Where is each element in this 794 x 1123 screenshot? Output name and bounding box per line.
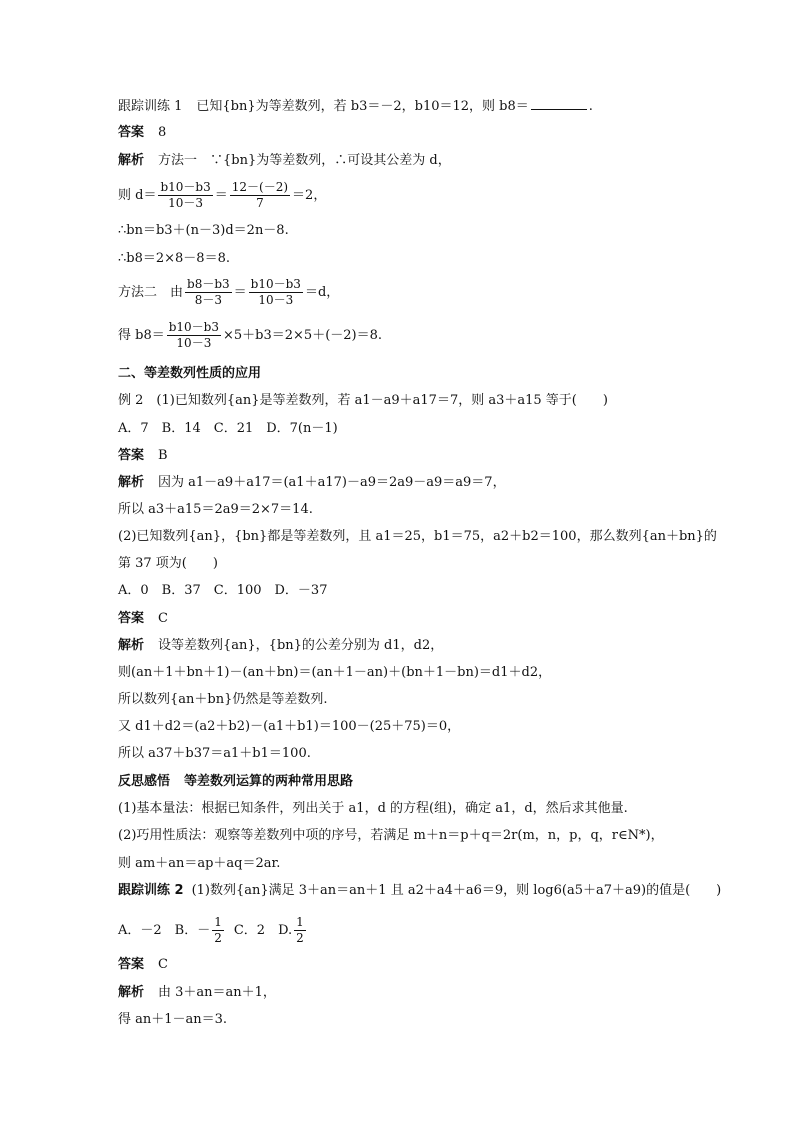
- analysis-step: 又 d1＋d2＝(a2＋b2)－(a1＋b1)＝100－(25＋75)＝0，: [118, 719, 461, 734]
- answer-label: 答案: [118, 125, 145, 140]
- fraction: $\frac{b8-b3}{8-3}$: [187, 277, 230, 307]
- answer-label: 答案: [118, 448, 145, 463]
- analysis-line: 解析 方法一 ∵{bn}为等差数列，∴可设其公差为 d，: [118, 153, 451, 168]
- follow-up-2-question: 跟踪训练 2 (1)数列{an}满足 3＋an＝an＋1 且 a2＋a4＋a6＝9，则 log6(a5＋a7＋a9)的值是( ): [118, 883, 722, 898]
- answer-label: 答案: [118, 957, 145, 972]
- reflection-point-1: (1)基本量法：根据已知条件，列出关于 a1，d 的方程(组)，确定 a1，d，然后求其他量.: [118, 801, 628, 816]
- answer-value: C: [158, 611, 168, 626]
- follow-up-2-options: A．－2 B．－ $\frac{1}{2}$ C．2 D. $\frac{1}{2}$: [118, 915, 304, 945]
- analysis-label: 解析: [118, 985, 145, 1000]
- reflection-title: 反思感悟: [118, 774, 171, 789]
- answer-line: [118, 610, 168, 628]
- example-2-q2-line1: (2)已知数列{an}，{bn}都是等差数列，且 a1＝25，b1＝75，a2＋b2＝100，那么数列{an＋bn}的: [118, 529, 717, 544]
- fraction: $\frac{1}{2}$: [214, 915, 222, 945]
- fraction: $\frac{b10-b3}{10-3}$: [160, 180, 211, 210]
- analysis-line: 解析 因为 a1－a9＋a17＝(a1＋a17)－a9＝2a9－a9＝a9＝7，: [118, 475, 506, 490]
- analysis-step: 所以数列{an＋bn}仍然是等差数列.: [118, 692, 328, 707]
- conclusion-line: 所以 a3＋a15＝2a9＝2×7＝14.: [118, 502, 313, 517]
- example-2-q1: 例 2 (1)已知数列{an}是等差数列，若 a1－a9＋a17＝7，则 a3＋a15 等于( ): [118, 393, 608, 408]
- answer-line: [118, 956, 168, 974]
- reflection-subtitle: 等差数列运算的两种常用思路: [184, 774, 354, 789]
- example-2-q2-options: A．0 B．37 C．100 D．－37: [118, 583, 328, 598]
- example-2-q2-line2: 第 37 项为( ): [118, 556, 218, 571]
- follow-up-2-title: 跟踪训练 2: [118, 883, 184, 898]
- answer-line: [118, 124, 166, 142]
- analysis-step: 所以 a37＋b37＝a1＋b1＝100.: [118, 746, 311, 761]
- answer-blank: [531, 97, 587, 110]
- formula-d: 则 d＝ $\frac{b10-b3}{10-3}$ ＝ $\frac{12-(-2)}{7}$ ＝2，: [118, 180, 327, 210]
- fraction: $\frac{1}{2}$: [296, 915, 304, 945]
- reflection-point-2-cont: 则 am＋an＝ap＋aq＝2ar.: [118, 856, 281, 871]
- follow-up-1-title: 跟踪训练 1: [118, 99, 183, 114]
- analysis-line: 解析 设等差数列{an}，{bn}的公差分别为 d1，d2，: [118, 638, 444, 653]
- fraction: $\frac{12-(-2)}{7}$: [231, 180, 289, 210]
- analysis-label: 解析: [118, 638, 145, 653]
- formula-bn: ∴bn＝b3＋(n－3)d＝2n－8.: [118, 223, 289, 238]
- example-2-q1-options: A．7 B．14 C．21 D．7(n－1): [118, 421, 338, 436]
- analysis-label: 解析: [118, 153, 145, 168]
- analysis-step: 则(an＋1＋bn＋1)－(an＋bn)＝(an＋1－an)＋(bn＋1－bn)＝d1＋d2，: [118, 665, 552, 680]
- fraction: $\frac{b10-b3}{10-3}$: [168, 320, 220, 350]
- reflection-point-2: (2)巧用性质法：观察等差数列中项的序号，若满足 m＋n＝p＋q＝2r(m，n，p，q，r∈N*)，: [118, 828, 664, 843]
- section-heading: 二、等差数列性质的应用: [118, 366, 262, 381]
- analysis-line: 解析 由 3＋an＝an＋1，: [118, 985, 276, 1000]
- reflection-heading: [118, 773, 353, 791]
- method-2-line: 方法二 由 $\frac{b8-b3}{8-3}$ ＝ $\frac{b10-b3}{10-3}$ ＝d，: [118, 277, 340, 307]
- result-b8-line: 得 b8＝ $\frac{b10-b3}{10-3}$ ×5＋b3＝2×5＋(－2)＝8.: [118, 320, 383, 350]
- answer-value: B: [158, 448, 168, 463]
- formula-b8: ∴b8＝2×8－8＝8.: [118, 251, 230, 266]
- answer-value: 8: [158, 125, 167, 140]
- analysis-label: 解析: [118, 475, 145, 490]
- answer-line: [118, 447, 168, 465]
- answer-value: C: [158, 957, 168, 972]
- fraction: $\frac{b10-b3}{10-3}$: [250, 277, 301, 307]
- analysis-step: 得 an＋1－an＝3.: [118, 1012, 228, 1027]
- answer-label: 答案: [118, 611, 145, 626]
- follow-up-1-question: 跟踪训练 1 已知{bn}为等差数列，若 b3＝－2，b10＝12，则 b8＝ .: [118, 99, 593, 114]
